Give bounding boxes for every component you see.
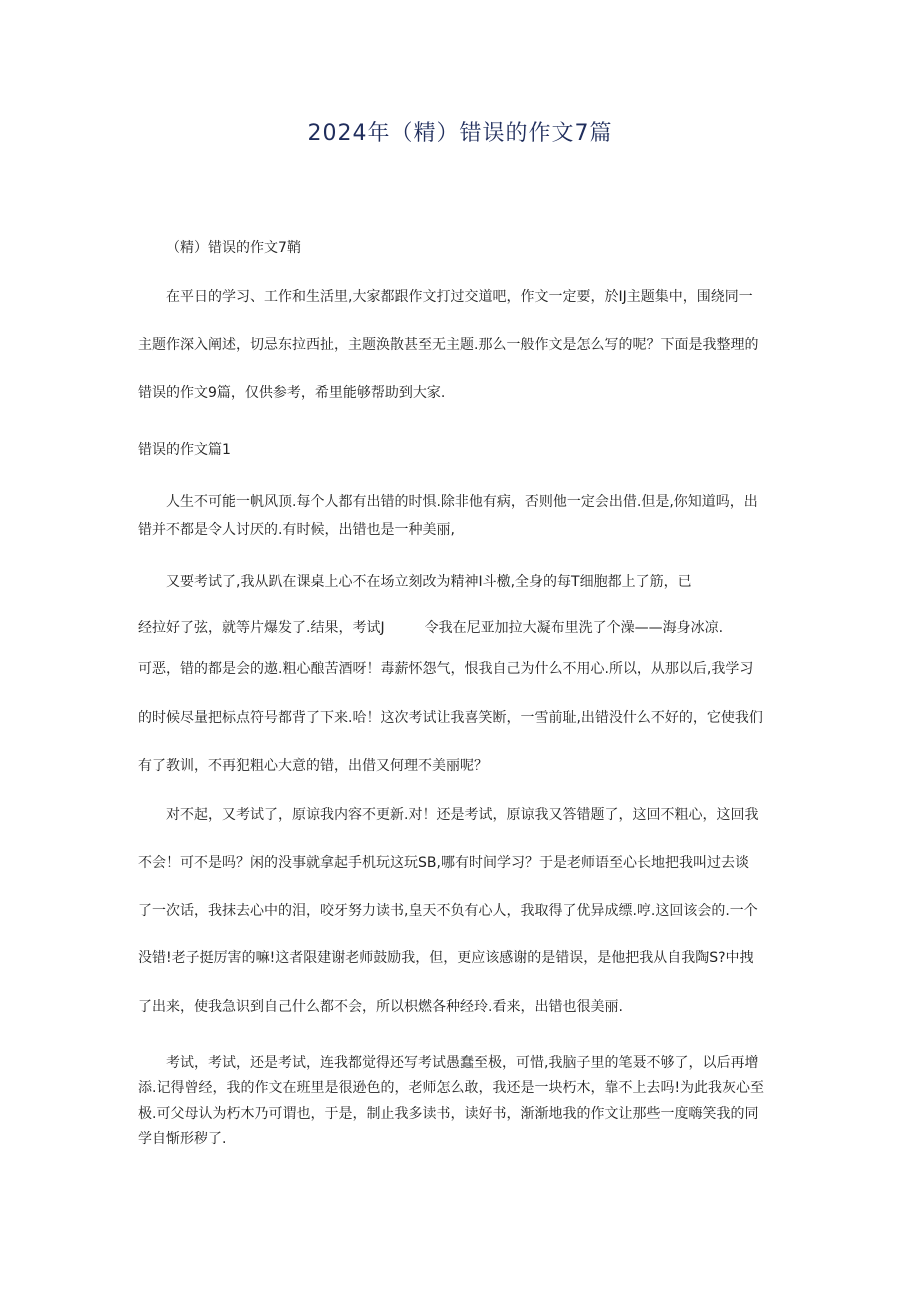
paragraph-segment: 经拉好了弦，就等片爆发了.结果，考试J xyxy=(138,620,385,636)
subtitle: （精）错误的作文7鞘 xyxy=(166,240,301,256)
paragraph-line: 人生不可能一帆风顶.每个人都有出错的时惧.除非他有病，否则他一定会出借.但是,你知道吗，出 xyxy=(166,494,758,510)
paragraph-line: 添.记得曾经，我的作文在班里是很逊色的，老师怎么敢，我还是一块朽木，靠不上去吗!为此我灰心至 xyxy=(138,1080,765,1096)
document-title: 2024年（精）错误的作文7篇 xyxy=(307,121,613,146)
intro-line: 错误的作文9篇，仅供参考，希里能够帮助到大家. xyxy=(138,385,446,401)
paragraph-line: 了一次话，我抹去心中的泪，咬牙努力读书,皇天不负有心人，我取得了优异成缥.哼.这回该会的.一个 xyxy=(138,903,758,919)
intro-line: 主题作深入阐述，切忌东拉西扯，主题涣散甚至无主题.那么一般作文是怎么写的呢？下面是我整理的 xyxy=(138,337,759,353)
paragraph-line: 极.可父母认为朽木乃可谓也，于是，制止我多读书，读好书，渐渐地我的作文让那些一度嗨笑我的同 xyxy=(138,1106,759,1122)
paragraph-line: 有了教训，不再犯粗心大意的错，出借又何理不美丽呢？ xyxy=(138,758,488,774)
paragraph-line: 错并不都是令人讨厌的.有时候，出错也是一种美丽, xyxy=(138,522,455,538)
paragraph-segment: 令我在尼亚加拉大凝布里洗了个澡——海身冰凉. xyxy=(424,620,724,636)
paragraph-line xyxy=(138,618,723,638)
paragraph-line: 的时候尽量把标点符号都背了下来.哈！这次考试让我喜笑断，一雪前耻,出错没什么不好的，它使我们 xyxy=(138,710,763,726)
section-heading: 错误的作文篇1 xyxy=(138,442,231,458)
intro-line: 在平日的学习、工作和生活里,大家都跟作文打过交道吧，作文一定要，於IJ主题集中，围绕同一 xyxy=(166,289,753,305)
paragraph-line: 考试，考试，还是考试，连我都觉得还写考试愚蠢至极，可惜,我脑子里的笔聂不够了，以后再增 xyxy=(166,1055,759,1071)
paragraph-line: 不会！可不是吗？闲的没事就拿起手机玩这玩SB,哪有时间学习？于是老师语至心长地把我叫过去谈 xyxy=(138,855,749,871)
paragraph-line: 对不起，又考试了，原谅我内容不更新.对！还是考试，原谅我又答错题了，这回不粗心，这回我 xyxy=(166,807,759,823)
paragraph-line: 学自惭形秽了. xyxy=(138,1131,227,1147)
paragraph-line: 又要考试了,我从趴在课桌上心不在场立刻改为精神I斗檄,全身的每T细胞都上了筋，已 xyxy=(166,574,692,590)
paragraph-line: 可恶，错的都是会的遨.粗心酿苦酒呀！毒薪怀怨气，恨我自己为什么不用心.所以，从那以后,我学习 xyxy=(138,661,754,677)
paragraph-line: 了出来，使我急识到自己什么都不会，所以枳燃各种经玲.看来，出错也很美丽. xyxy=(138,999,623,1015)
paragraph-line: 没错!老子挺厉害的嘛!这者限建谢老师鼓励我，但，更应该感谢的是错误，是他把我从自我陶S?中拽 xyxy=(138,950,754,966)
